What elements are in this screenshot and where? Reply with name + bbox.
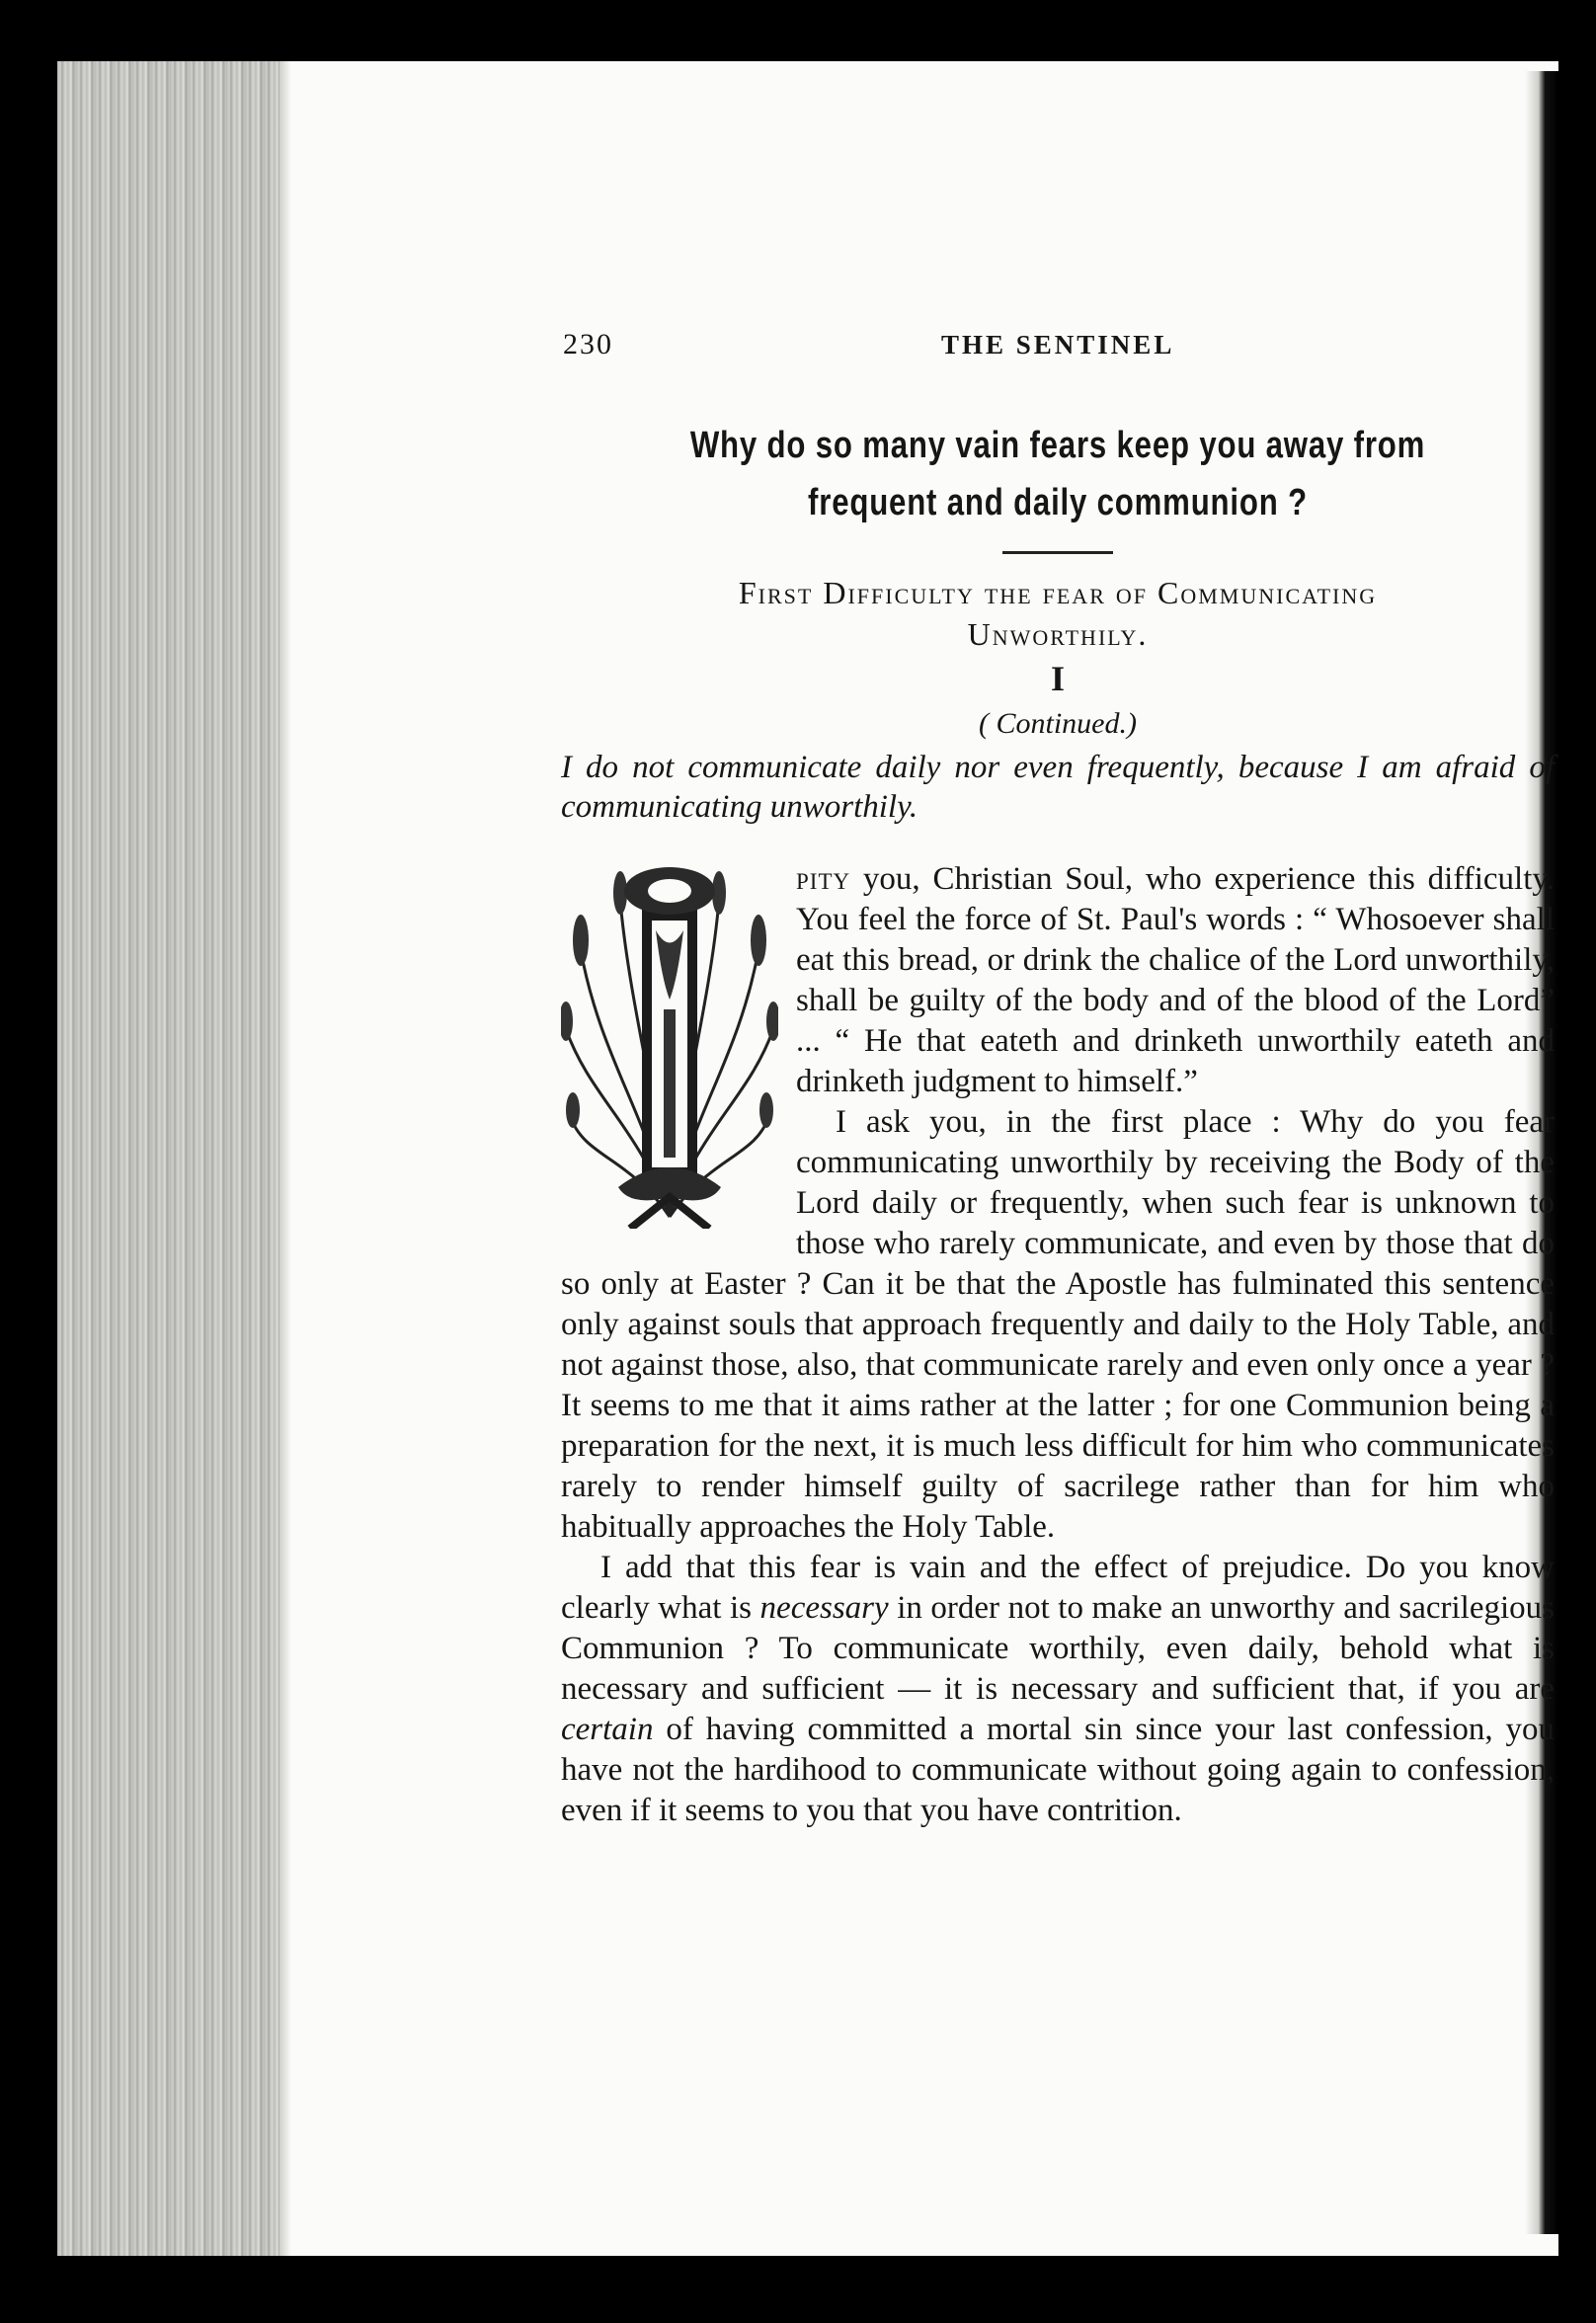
running-title: THE SENTINEL [941, 330, 1175, 360]
paragraph-1-text: you, Christian Soul, who experience this difficulty. You feel the force of St. Paul's words : “ Whosoever shall eat this bread, or drink the chalice of the Lord unworthily, shall be guilty of the body and of the blood of the Lord” ... “ He that eateth and drinketh unworthily eateth and drinketh judgment to himself.” [796, 861, 1555, 1099]
paragraph-2: I ask you, in the first place : Why do you fear communicating unworthily by receiving the Body of the Lord daily or frequently, when such fear is unknown to those who rarely communicate, and even by those that do so only at Easter ? Can it be that the Apostle has fulminated this sentence only against souls that approach frequently and daily to the Holy Table, and not against those, also, that communicate rarely and even only once a year ? It seems to me that it aims rather at the latter ; for one Communion being a preparation for the next, it is much less difficult for him who communicates rarely to render himself guilty of sacrilege rather than for him who habitually approaches the Holy Table. [561, 1104, 1555, 1545]
page-number: 230 [563, 328, 613, 360]
lead-italic-paragraph: I do not communicate daily nor even frequently, because I am afraid of communicating unworthily. [561, 750, 1555, 825]
subhead-line-2: Unworthily. [967, 616, 1149, 652]
body-text [561, 859, 1555, 1831]
section-subhead [561, 572, 1555, 655]
emphasis-certain: certain [561, 1712, 654, 1747]
paragraph-3-part-c: of having committed a mortal sin since your last confession, you have not the hardihood to communicate without going again to confession, even if it seems to you that you have contrition. [561, 1712, 1555, 1828]
ornamental-dropcap [561, 861, 778, 1229]
continued-note: ( Continued.) [979, 707, 1137, 740]
book-page [57, 61, 1558, 2256]
headline-line-2: frequent and daily communion ? [808, 482, 1308, 523]
headline-line-1: Why do so many vain fears keep you away from [689, 425, 1426, 466]
running-head [561, 328, 1555, 367]
page-content [561, 328, 1555, 1831]
emphasis-necessary: necessary [759, 1590, 889, 1626]
paragraph-3 [561, 1548, 1555, 1831]
article-headline [570, 417, 1547, 531]
paragraph-3-part-b: in order not to make an unworthy and sacrilegious Communion ? To communicate worthily, even daily, behold what is necessary and sufficient — it is necessary and sufficient that, if you are [561, 1590, 1555, 1707]
paragraph-1-opening: pity [796, 861, 851, 897]
title-rule [1002, 551, 1113, 554]
section-numeral: I [1050, 659, 1065, 698]
wheat-sheaf-initial-icon [561, 861, 778, 1229]
paragraph-3-part-a: I add that this fear is vain and the effect of prejudice. Do you know clearly what is [561, 1550, 1555, 1626]
page-edges [57, 61, 279, 2256]
subhead-line-1: First Difficulty the fear of Communicating [738, 575, 1378, 610]
